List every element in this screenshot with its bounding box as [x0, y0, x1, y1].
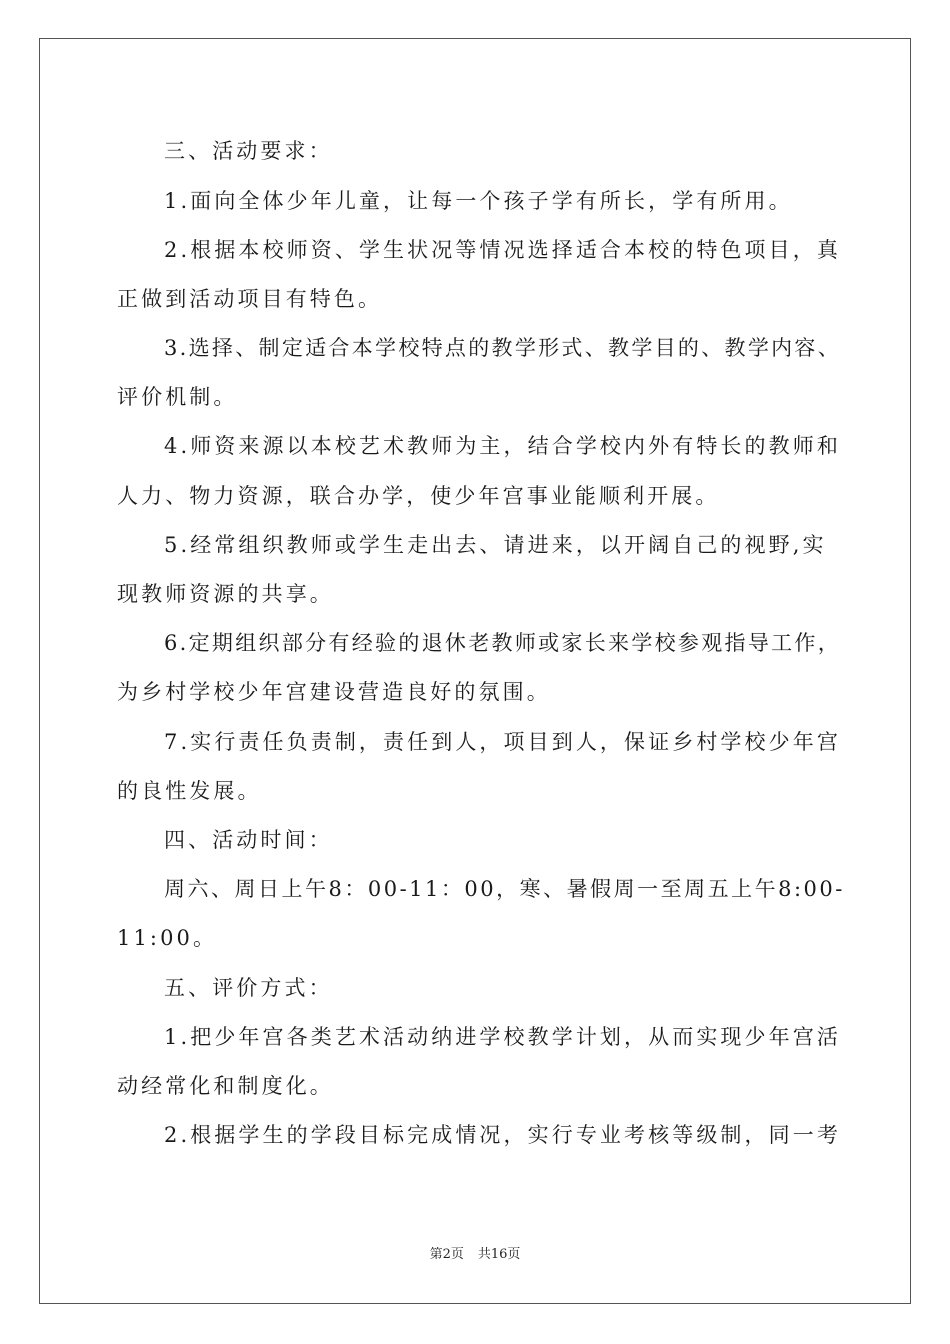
paragraph-line: 3.选择、制定适合本学校特点的教学形式、教学目的、教学内容、: [164, 336, 842, 360]
paragraph-line: 2.根据学生的学段目标完成情况，实行专业考核等级制，同一考: [164, 1123, 841, 1147]
paragraph-line: 2.根据本校师资、学生状况等情况选择适合本校的特色项目，真: [164, 238, 841, 262]
paragraph-line: 5.经常组织教师或学生走出去、请进来，以开阔自己的视野,实: [164, 533, 827, 557]
paragraph-line: 6.定期组织部分有经验的退休老教师或家长来学校参观指导工作，: [164, 631, 842, 655]
paragraph-line: 人力、物力资源，联合办学，使少年宫事业能顺利开展。: [117, 484, 720, 508]
paragraph-line: 1.把少年宫各类艺术活动纳进学校教学计划，从而实现少年宫活: [164, 1025, 841, 1049]
paragraph-line: 7.实行责任负责制，责任到人，项目到人，保证乡村学校少年宫: [164, 730, 841, 754]
section-heading-requirements: 三、活动要求：: [164, 139, 333, 163]
paragraph-line: 动经常化和制度化。: [117, 1074, 334, 1098]
paragraph-line: 为乡村学校少年宫建设营造良好的氛围。: [117, 680, 551, 704]
paragraph-line: 正做到活动项目有特色。: [117, 287, 383, 311]
page-footer: [0, 1245, 950, 1265]
paragraph-line: 周六、周日上午8：00-11：00，寒、暑假周一至周五上午8:00-: [164, 877, 845, 901]
section-heading-time: 四、活动时间：: [164, 828, 333, 852]
paragraph-line: 11:00。: [117, 926, 218, 950]
paragraph-line: 4.师资来源以本校艺术教师为主，结合学校内外有特长的教师和: [164, 434, 841, 458]
section-heading-evaluation: 五、评价方式：: [164, 976, 333, 1000]
paragraph-line: 现教师资源的共享。: [117, 582, 334, 606]
paragraph-line: 评价机制。: [117, 385, 238, 409]
page-number: 第2页: [429, 1247, 464, 1262]
page-total: 共16页: [477, 1247, 521, 1262]
paragraph-line: 1.面向全体少年儿童，让每一个孩子学有所长，学有所用。: [164, 189, 793, 213]
paragraph-line: 的良性发展。: [117, 779, 262, 803]
